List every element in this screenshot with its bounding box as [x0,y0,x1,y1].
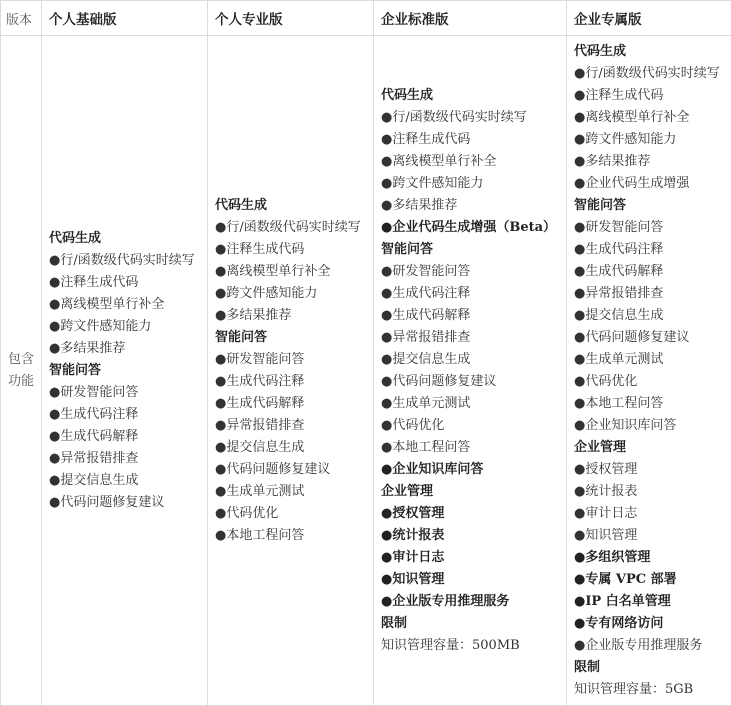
feature-item: ●企业版专用推理服务 [574,635,724,657]
feature-item: ●提交信息生成 [574,305,724,327]
feature-item: ●生成代码解释 [215,393,366,415]
feature-item: ●离线模型单行补全 [574,107,724,129]
feature-item: ●行/函数级代码实时续写 [215,217,366,239]
feature-item: ●注释生成代码 [215,239,366,261]
feature-item: ●IP 白名单管理 [574,591,724,613]
feature-item: ●离线模型单行补全 [49,294,200,316]
features-enterprise-standard [374,36,567,706]
feature-item: ●注释生成代码 [49,272,200,294]
feature-item: ●生成代码注释 [381,283,559,305]
feature-item: ●企业版专用推理服务 [381,591,559,613]
feature-item: ●专属 VPC 部署 [574,569,724,591]
feature-item: ●本地工程问答 [381,437,559,459]
feature-item: ●多结果推荐 [49,338,200,360]
feature-item: ●研发智能问答 [574,217,724,239]
feature-item: ●跨文件感知能力 [381,173,559,195]
feature-item: ●异常报错排查 [574,283,724,305]
plan-header-enterprise-standard: 企业标准版 [374,1,567,36]
section-heading: 企业管理 [381,481,559,503]
feature-item: ●提交信息生成 [215,437,366,459]
feature-item: ●知识管理 [574,525,724,547]
plan-header-enterprise-dedicated: 企业专属版 [567,1,731,36]
feature-item: ●多组织管理 [574,547,724,569]
feature-item: ●审计日志 [574,503,724,525]
feature-item: ●行/函数级代码实时续写 [574,63,724,85]
feature-item: 知识管理容量：500MB [381,635,559,657]
feature-item: ●多结果推荐 [215,305,366,327]
feature-item: ●企业代码生成增强 [574,173,724,195]
feature-item: ●统计报表 [574,481,724,503]
feature-item: ●研发智能问答 [215,349,366,371]
feature-item: ●专有网络访问 [574,613,724,635]
feature-item: ●生成单元测试 [381,393,559,415]
feature-item: 知识管理容量：5GB [574,679,724,701]
feature-item: ●提交信息生成 [49,470,200,492]
feature-item: ●行/函数级代码实时续写 [49,250,200,272]
features-personal-basic [42,36,208,706]
feature-item: ●企业知识库问答 [574,415,724,437]
feature-item: ●统计报表 [381,525,559,547]
header-row [1,1,731,36]
feature-item: ●代码问题修复建议 [49,492,200,514]
plan-header-personal-pro: 个人专业版 [208,1,374,36]
feature-item: ●本地工程问答 [215,525,366,547]
section-heading: 限制 [574,657,724,679]
feature-item: ●行/函数级代码实时续写 [381,107,559,129]
feature-item: ●离线模型单行补全 [215,261,366,283]
section-heading: 代码生成 [574,41,724,63]
feature-item: ●研发智能问答 [49,382,200,404]
feature-item: ●代码优化 [215,503,366,525]
feature-item: ●代码优化 [574,371,724,393]
features-row-label: 包含功能 [1,36,42,706]
feature-item: ●审计日志 [381,547,559,569]
section-heading: 智能问答 [215,327,366,349]
feature-item: ●代码优化 [381,415,559,437]
feature-item: ●生成代码注释 [215,371,366,393]
feature-item: ●生成代码解释 [574,261,724,283]
version-column-header: 版本 [1,1,42,36]
features-enterprise-dedicated [567,36,731,706]
feature-item: ●异常报错排查 [215,415,366,437]
section-heading: 代码生成 [381,85,559,107]
feature-item: ●多结果推荐 [381,195,559,217]
features-personal-pro [208,36,374,706]
feature-item: ●本地工程问答 [574,393,724,415]
feature-item: ●知识管理 [381,569,559,591]
feature-item: ●代码问题修复建议 [381,371,559,393]
feature-item: ●生成代码注释 [574,239,724,261]
feature-item: ●离线模型单行补全 [381,151,559,173]
feature-item: ●生成代码解释 [49,426,200,448]
feature-item: ●生成代码注释 [49,404,200,426]
feature-item: ●授权管理 [574,459,724,481]
section-heading: 智能问答 [49,360,200,382]
feature-item: ●注释生成代码 [574,85,724,107]
features-row [1,36,731,706]
feature-item: ●企业知识库问答 [381,459,559,481]
section-heading: 限制 [381,613,559,635]
feature-item: ●授权管理 [381,503,559,525]
feature-item: ●代码问题修复建议 [215,459,366,481]
section-heading: 代码生成 [215,195,366,217]
section-heading: 企业管理 [574,437,724,459]
feature-item: ●多结果推荐 [574,151,724,173]
feature-item: ●提交信息生成 [381,349,559,371]
feature-item: ●异常报错排查 [381,327,559,349]
feature-item: ●异常报错排查 [49,448,200,470]
feature-item: ●企业代码生成增强（Beta） [381,217,559,239]
plan-header-personal-basic: 个人基础版 [42,1,208,36]
feature-item: ●生成单元测试 [574,349,724,371]
feature-item: ●跨文件感知能力 [49,316,200,338]
feature-item: ●研发智能问答 [381,261,559,283]
feature-item: ●生成单元测试 [215,481,366,503]
feature-item: ●跨文件感知能力 [215,283,366,305]
feature-item: ●代码问题修复建议 [574,327,724,349]
feature-item: ●注释生成代码 [381,129,559,151]
feature-item: ●跨文件感知能力 [574,129,724,151]
section-heading: 智能问答 [381,239,559,261]
section-heading: 代码生成 [49,228,200,250]
feature-item: ●生成代码解释 [381,305,559,327]
section-heading: 智能问答 [574,195,724,217]
